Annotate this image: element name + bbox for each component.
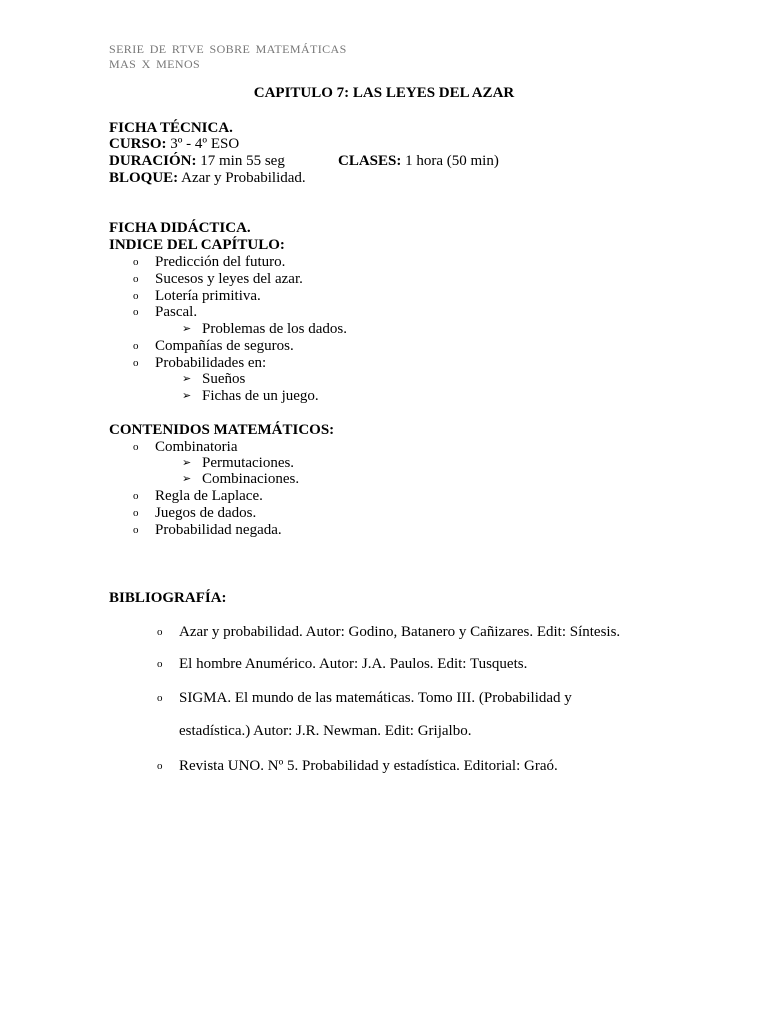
- list-item-text: Predicción del futuro.: [155, 254, 286, 270]
- bullet-o-icon: o: [157, 760, 163, 772]
- sub-list-item: [182, 371, 245, 388]
- bibliography-item-continuation: estadística.) Autor: J.R. Newman. Edit: Grijalbo.: [179, 723, 472, 739]
- curso-row: [109, 136, 239, 153]
- list-item-text: Probabilidad negada.: [155, 522, 282, 538]
- list-item: [133, 522, 282, 539]
- clases-label: CLASES:: [338, 153, 402, 169]
- ficha-tecnica-heading: FICHA TÉCNICA.: [109, 120, 233, 136]
- list-item-text: Problemas de los dados.: [202, 321, 347, 337]
- series-header: SERIE DE RTVE SOBRE MATEMÁTICAS: [109, 42, 347, 56]
- clases-row: [338, 153, 499, 170]
- bullet-o-icon: o: [157, 658, 163, 670]
- bullet-o-icon: o: [133, 306, 139, 318]
- list-item-text: Revista UNO. Nº 5. Probabilidad y estadística. Editorial: Graó.: [179, 758, 558, 774]
- list-item-text: Pascal.: [155, 304, 198, 320]
- sub-list-item: [182, 455, 294, 472]
- list-item-text: Juegos de dados.: [155, 505, 257, 521]
- duracion-value: 17 min 55 seg: [200, 153, 285, 169]
- arrow-bullet-icon: ➢: [182, 323, 192, 335]
- contenidos-heading: CONTENIDOS MATEMÁTICOS:: [109, 422, 335, 438]
- bloque-label: BLOQUE:: [109, 170, 179, 186]
- list-item: [133, 338, 294, 355]
- bibliography-item: [157, 624, 620, 641]
- bullet-o-icon: o: [133, 273, 139, 285]
- bullet-o-icon: o: [133, 340, 139, 352]
- bloque-row: [109, 170, 306, 187]
- list-item: [133, 355, 266, 372]
- bullet-o-icon: o: [133, 256, 139, 268]
- arrow-bullet-icon: ➢: [182, 390, 192, 402]
- bullet-o-icon: o: [133, 490, 139, 502]
- bibliography-item: [157, 758, 558, 775]
- list-item-text: Sueños: [202, 371, 246, 387]
- sub-list-item: [182, 471, 299, 488]
- bullet-o-icon: o: [133, 524, 139, 536]
- list-item-text: Lotería primitiva.: [155, 288, 261, 304]
- bloque-value: Azar y Probabilidad.: [181, 170, 306, 186]
- arrow-bullet-icon: ➢: [182, 373, 192, 385]
- list-item-text: Sucesos y leyes del azar.: [155, 271, 303, 287]
- bullet-o-icon: o: [133, 357, 139, 369]
- list-item: [133, 439, 238, 456]
- list-item: [133, 254, 285, 271]
- list-item-text: Regla de Laplace.: [155, 488, 263, 504]
- arrow-bullet-icon: ➢: [182, 457, 192, 469]
- arrow-bullet-icon: ➢: [182, 473, 192, 485]
- bullet-o-icon: o: [133, 290, 139, 302]
- list-item: [133, 488, 263, 505]
- bullet-o-icon: o: [157, 626, 163, 638]
- chapter-title: CAPITULO 7: LAS LEYES DEL AZAR: [253, 85, 515, 101]
- list-item-text: SIGMA. El mundo de las matemáticas. Tomo III. (Probabilidad y: [179, 690, 572, 706]
- list-item: [133, 271, 303, 288]
- list-item: [133, 505, 256, 522]
- list-item-text: Permutaciones.: [202, 455, 295, 471]
- list-item-text: Fichas de un juego.: [202, 388, 319, 404]
- bullet-o-icon: o: [157, 692, 163, 704]
- list-item: [133, 304, 197, 321]
- clases-value: 1 hora (50 min): [405, 153, 499, 169]
- sub-list-item: [182, 388, 319, 405]
- bibliography-item: [157, 690, 572, 707]
- list-item: [133, 288, 261, 305]
- bullet-o-icon: o: [133, 441, 139, 453]
- bibliography-item: [157, 656, 527, 673]
- sub-list-item: [182, 321, 347, 338]
- indice-heading: INDICE DEL CAPÍTULO:: [109, 237, 285, 253]
- list-item-text: Probabilidades en:: [155, 355, 267, 371]
- curso-value: 3º - 4º ESO: [170, 136, 240, 152]
- curso-label: CURSO:: [109, 136, 167, 152]
- bullet-o-icon: o: [133, 507, 139, 519]
- list-item-text: Compañías de seguros.: [155, 338, 294, 354]
- list-item-text: Combinaciones.: [202, 471, 300, 487]
- list-item-text: Combinatoria: [155, 439, 238, 455]
- list-item-text: Azar y probabilidad. Autor: Godino, Batanero y Cañizares. Edit: Síntesis.: [179, 624, 621, 640]
- duracion-row: [109, 153, 285, 170]
- program-header: MAS X MENOS: [109, 57, 201, 71]
- bibliografia-heading: BIBLIOGRAFÍA:: [109, 590, 227, 606]
- ficha-didactica-heading: FICHA DIDÁCTICA.: [109, 220, 251, 236]
- list-item-text: El hombre Anumérico. Autor: J.A. Paulos. Edit: Tusquets.: [179, 656, 528, 672]
- duracion-label: DURACIÓN:: [109, 153, 197, 169]
